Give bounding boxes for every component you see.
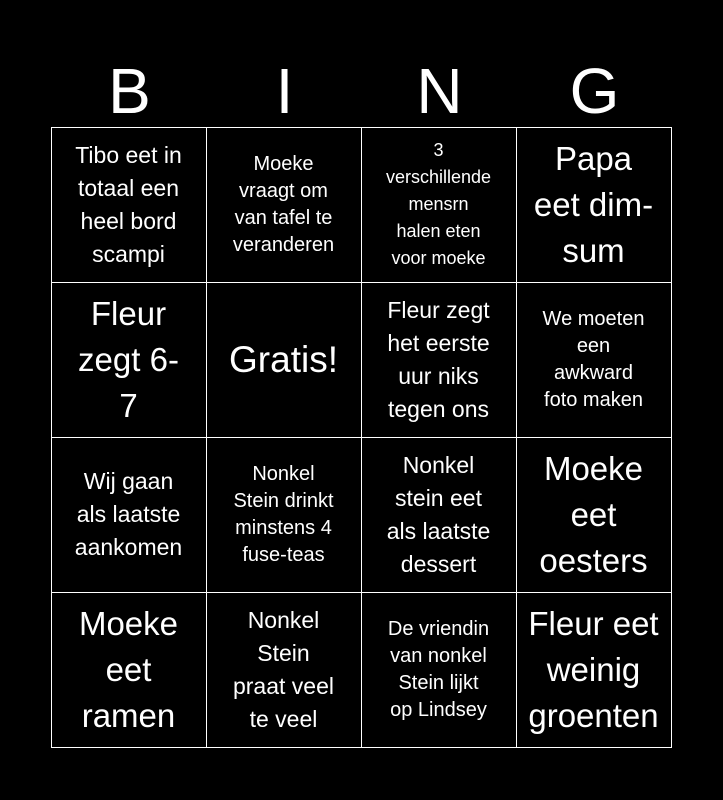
bingo-cell-text: Fleur zegt het eerste uur niks tegen ons	[387, 296, 490, 422]
bingo-cell[interactable]	[361, 437, 517, 593]
bingo-cell[interactable]	[516, 437, 672, 593]
bingo-cell[interactable]	[51, 592, 207, 748]
bingo-cell-text: Fleur eet weinig groenten	[528, 604, 659, 734]
bingo-cell-text: 3 verschillende mensrn halen eten voor moeke	[385, 140, 492, 268]
header-letter-g: G	[569, 55, 620, 127]
bingo-cell[interactable]	[361, 127, 517, 283]
bingo-cell[interactable]	[206, 592, 362, 748]
bingo-cell[interactable]	[51, 282, 207, 438]
bingo-cell-text: Nonkel Stein praat veel te veel	[232, 606, 334, 732]
bingo-cell-text: Tibo eet in totaal een heel bord scampi	[75, 141, 182, 267]
bingo-cell[interactable]	[516, 592, 672, 748]
bingo-grid	[51, 127, 672, 748]
bingo-cell[interactable]	[361, 282, 517, 438]
bingo-cell[interactable]	[516, 282, 672, 438]
bingo-cell-text: Nonkel Stein drinkt minstens 4 fuse-teas	[233, 462, 334, 566]
header-letter-b: B	[108, 55, 151, 127]
bingo-cell-text: Gratis!	[229, 338, 338, 380]
bingo-cell[interactable]	[51, 437, 207, 593]
header-letter-i: I	[275, 55, 294, 127]
bingo-cell-text: Moeke eet ramen	[78, 604, 179, 734]
bingo-cell-text: We moeten een awkward foto maken	[542, 307, 645, 411]
bingo-cell[interactable]	[51, 127, 207, 283]
bingo-cell-text: Moeke vraagt om van tafel te veranderen	[232, 152, 335, 256]
header-letter-n: N	[416, 55, 463, 127]
bingo-cell-text: Moeke eet oesters	[539, 449, 648, 579]
bingo-cell[interactable]	[206, 437, 362, 593]
bingo-header	[52, 55, 672, 127]
bingo-cell-text: Papa eet dim- sum	[533, 139, 654, 269]
bingo-cell-text: De vriendin van nonkel Stein lijkt op Lindsey	[387, 617, 490, 721]
bingo-cell[interactable]	[361, 592, 517, 748]
bingo-cell-text: Wij gaan als laatste aankomen	[74, 468, 183, 560]
bingo-cell-free[interactable]	[206, 282, 362, 438]
bingo-cell-text: Fleur zegt 6- 7	[78, 294, 179, 424]
bingo-cell[interactable]	[516, 127, 672, 283]
bingo-cell[interactable]	[206, 127, 362, 283]
bingo-cell-text: Nonkel stein eet als laatste dessert	[386, 451, 491, 577]
